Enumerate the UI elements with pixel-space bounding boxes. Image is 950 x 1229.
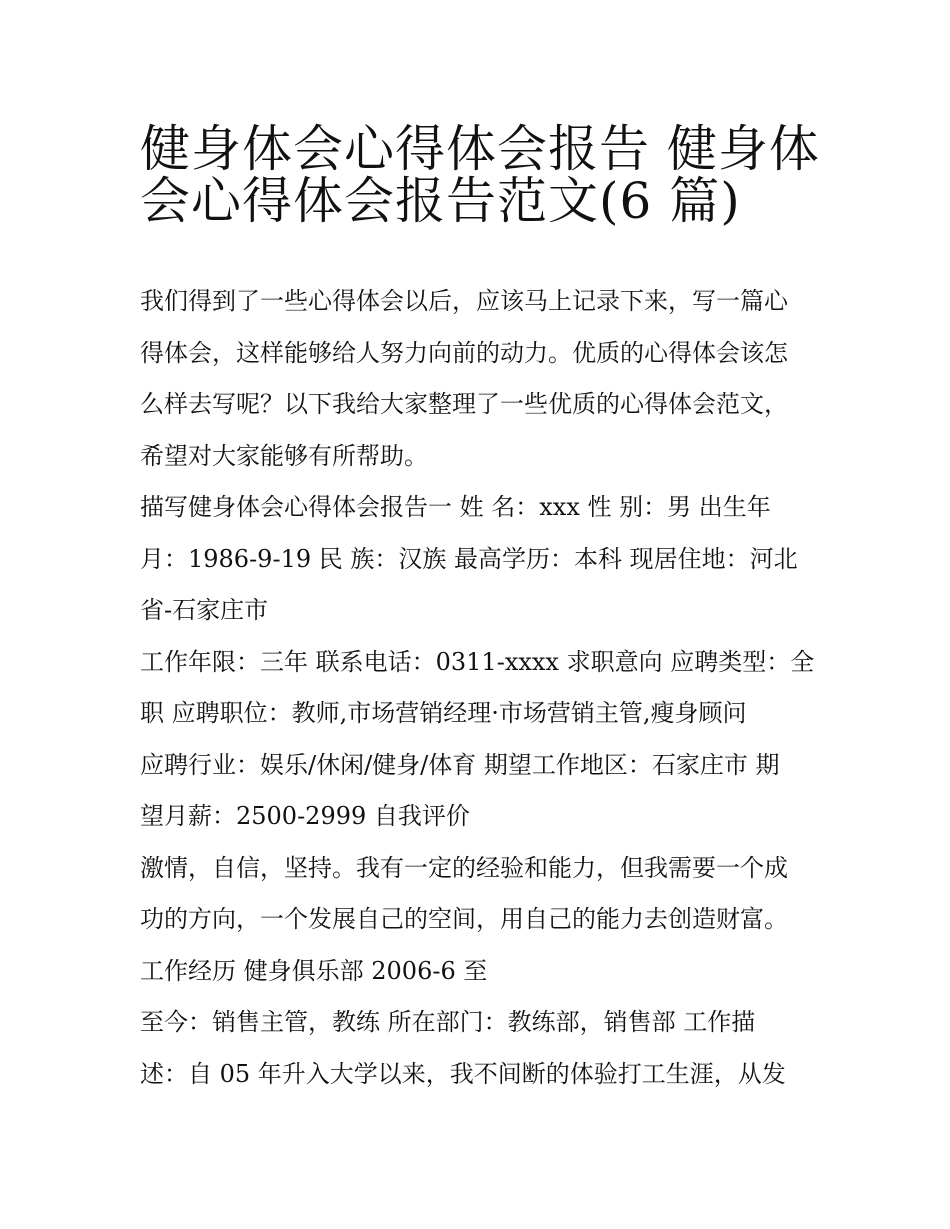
title-line: 健身体会心得体会报告 健身体	[140, 120, 820, 178]
body-line: 描写健身体会心得体会报告一 姓 名：xxx 性 别：男 出生年	[140, 493, 771, 521]
body-line: 么样去写呢？以下我给大家整理了一些优质的心得体会范文，	[140, 390, 788, 418]
body-line: 至今：销售主管，教练 所在部门：教练部，销售部 工作描	[140, 1008, 756, 1036]
body-line: 希望对大家能够有所帮助。	[140, 441, 428, 470]
document-title	[140, 112, 820, 230]
body-line: 工作年限：三年 联系电话：0311-xxxx 求职意向 应聘类型：全	[140, 647, 815, 676]
body-line: 功的方向，一个发展自己的空间，用自己的能力去创造财富。	[140, 905, 788, 933]
body-line: 职 应聘职位：教师,市场营销经理·市场营销主管,瘦身顾问	[140, 699, 747, 727]
body-line: 工作经历 健身俱乐部 2006-6 至	[140, 956, 488, 985]
body-line: 应聘行业：娱乐/休闲/健身/体育 期望工作地区：石家庄市 期	[140, 750, 780, 779]
title-line: 会心得体会报告范文(6 篇)	[140, 171, 741, 230]
body-line: 得体会，这样能够给人努力向前的动力。优质的心得体会该怎	[140, 338, 788, 367]
body-line: 望月薪：2500-2999 自我评价	[140, 802, 470, 830]
body-line: 述：自 05 年升入大学以来，我不间断的体验打工生涯，从发	[140, 1059, 786, 1088]
document-body	[140, 276, 820, 1100]
body-line: 月：1986-9-19 民 族：汉族 最高学历：本科 现居住地：河北	[140, 544, 798, 573]
body-line: 我们得到了一些心得体会以后，应该马上记录下来，写一篇心	[140, 287, 788, 315]
body-line: 省-石家庄市	[140, 596, 269, 624]
body-line: 激情，自信，坚持。我有一定的经验和能力，但我需要一个成	[140, 853, 788, 882]
